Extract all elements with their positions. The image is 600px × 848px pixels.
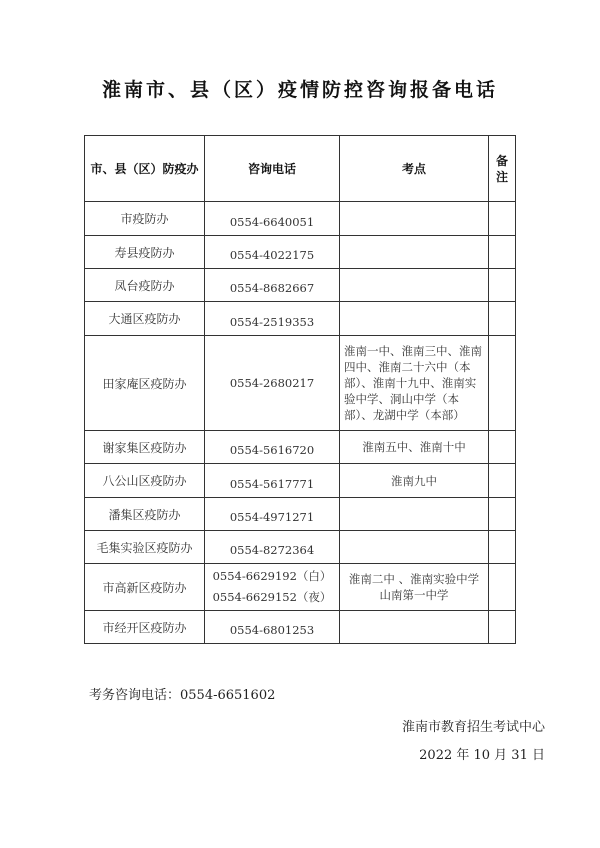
phone-cell: 0554-8272364 [205,531,340,564]
contact-table [84,135,516,644]
remark-cell [489,464,516,498]
phone-cell: 0554-5617771 [205,464,340,498]
phone-cell: 0554-2680217 [205,336,340,431]
phone-cell: 0554-6640051 [205,202,340,236]
office-cell: 市经开区疫防办 [85,611,205,644]
phone-cell: 0554-4022175 [205,236,340,269]
office-cell: 寿县疫防办 [85,236,205,269]
remark-cell [489,236,516,269]
office-cell: 凤台疫防办 [85,269,205,302]
issue-date: 2022 年 10 月 31 日 [419,748,545,763]
table-row [85,302,516,336]
exam-site-cell: 淮南二中 、淮南实验中学山南第一中学 [340,564,489,611]
remark-cell [489,498,516,531]
phone-cell: 0554-4971271 [205,498,340,531]
office-cell: 毛集实验区疫防办 [85,531,205,564]
remark-cell [489,302,516,336]
phone-cell: 0554-2519353 [205,302,340,336]
phone-day: 0554-6629192（白） [212,569,332,583]
office-cell: 市疫防办 [85,202,205,236]
header-phone: 咨询电话 [205,136,340,202]
header-exam-site: 考点 [340,136,489,202]
document-title: 淮南市、县（区）疫情防控咨询报备电话 [101,79,498,101]
remark-cell [489,431,516,464]
remark-cell [489,269,516,302]
exam-site-cell [340,269,489,302]
exam-hotline: 考务咨询电话：0554-6651602 [89,688,276,703]
remark-cell [489,531,516,564]
office-cell: 大通区疫防办 [85,302,205,336]
table-row [85,464,516,498]
remark-cell [489,336,516,431]
table-row [85,269,516,302]
table-row [85,202,516,236]
remark-cell [489,202,516,236]
exam-site-cell [340,302,489,336]
office-cell: 市高新区疫防办 [85,564,205,611]
table-row [85,531,516,564]
exam-site-cell [340,531,489,564]
exam-site-cell [340,498,489,531]
exam-site-cell: 淮南一中、淮南三中、淮南四中、淮南二十六中（本部）、淮南十九中、淮南实验中学、洞山中学（本部）、龙湖中学（本部） [340,336,489,431]
office-cell: 谢家集区疫防办 [85,431,205,464]
remark-cell [489,564,516,611]
exam-site-cell: 淮南五中、淮南十中 [340,431,489,464]
exam-site-cell: 淮南九中 [340,464,489,498]
phone-cell: 0554-8682667 [205,269,340,302]
table-row [85,564,516,611]
table-row [85,431,516,464]
header-remark-text: 备注 [495,153,508,184]
phone-cell: 0554-5616720 [205,431,340,464]
office-cell: 田家庵区疫防办 [85,336,205,431]
exam-site-cell [340,236,489,269]
table-row [85,336,516,431]
phone-cell: 0554-6801253 [205,611,340,644]
header-office: 市、县（区）防疫办 [85,136,205,202]
issuing-organization: 淮南市教育招生考试中心 [401,720,545,735]
phone-night: 0554-6629152（夜） [212,590,332,604]
remark-cell [489,611,516,644]
exam-site-cell [340,202,489,236]
exam-site-cell [340,611,489,644]
office-cell: 潘集区疫防办 [85,498,205,531]
table-header-row [85,136,516,202]
table-row [85,236,516,269]
office-cell: 八公山区疫防办 [85,464,205,498]
table-row [85,498,516,531]
table-row [85,611,516,644]
header-remark [489,136,516,202]
phone-cell [205,564,340,611]
